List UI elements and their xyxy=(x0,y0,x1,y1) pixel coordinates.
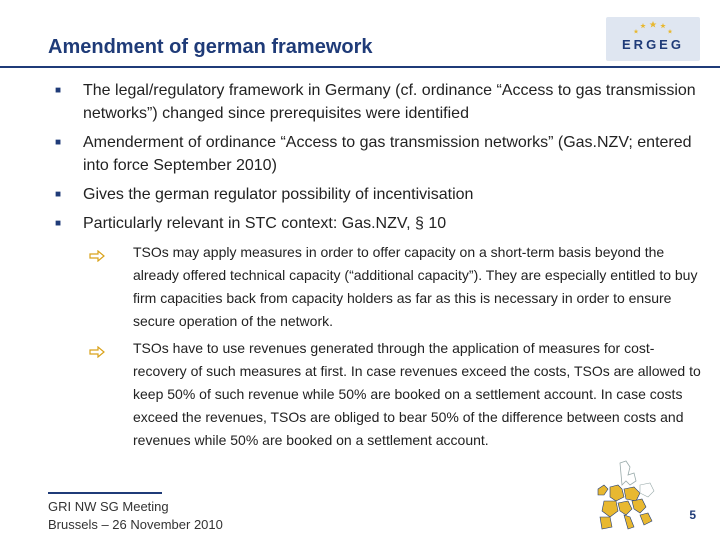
page-number: 5 xyxy=(689,508,696,522)
arrow-bullet-icon xyxy=(89,246,105,269)
title-divider xyxy=(0,66,720,68)
bullet-item xyxy=(48,183,708,206)
footer-meeting: GRI NW SG Meeting xyxy=(48,499,169,514)
bullet-list xyxy=(48,79,708,452)
bullet-item xyxy=(48,79,708,125)
arrow-bullet-icon xyxy=(89,342,105,365)
bullet-text: The legal/regulatory framework in Germany (cf. ordinance “Access to gas transmission networks”) changed since prerequisites were identified xyxy=(83,82,696,122)
footer-divider xyxy=(48,492,162,494)
ergeg-logo-graphic xyxy=(606,17,700,61)
bullet-item xyxy=(48,212,708,235)
bullet-text: Amenderment of ordinance “Access to gas transmission networks” (Gas.NZV; entered into force September 2010) xyxy=(83,134,692,174)
footer xyxy=(48,498,223,534)
square-bullet-icon: ■ xyxy=(55,218,62,229)
slide-title: Amendment of german framework xyxy=(48,36,373,58)
sub-bullet-item xyxy=(83,337,708,452)
footer-date: Brussels – 26 November 2010 xyxy=(48,517,223,532)
bullet-text: Gives the german regulator possibility of incentivisation xyxy=(83,186,474,203)
sub-bullet-text: TSOs have to use revenues generated through the application of measures for cost-recovery of such measures at first. In case revenues exceed the costs, TSOs are allowed to keep 50% of such revenue while 50% are booked on a settlement account. In case costs exceed the revenues, TSOs are obliged to bear 50% of the difference between costs and revenues while 50% are booked on a settlement account. xyxy=(133,340,701,448)
europe-map-icon xyxy=(590,459,662,542)
ergeg-logo xyxy=(606,17,700,61)
sub-bullet-text: TSOs may apply measures in order to offer capacity on a short-term basis beyond the already offered technical capacity (“additional capacity”). They are especially entitled to buy firm capacities back from capacity holders as far as this is necessary in order to ensure secure operation of the network. xyxy=(133,244,698,329)
square-bullet-icon: ■ xyxy=(55,189,62,200)
bullet-text: Particularly relevant in STC context: Gas.NZV, § 10 xyxy=(83,215,447,232)
square-bullet-icon: ■ xyxy=(55,137,62,148)
logo-text: ERGEG xyxy=(622,37,684,52)
bullet-item xyxy=(48,131,708,177)
square-bullet-icon: ■ xyxy=(55,85,62,96)
sub-bullet-item xyxy=(83,241,708,333)
